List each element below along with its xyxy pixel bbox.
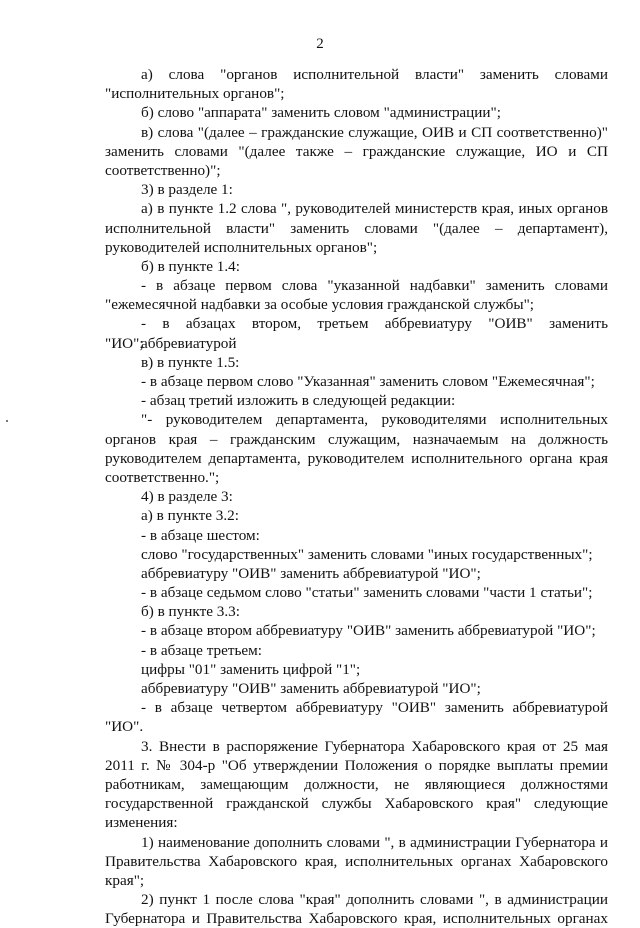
text-line: аббревиатуру "ОИВ" заменить аббревиатурой "ИО"; bbox=[141, 680, 481, 697]
text-line: а) в пункте 1.2 слова ", руководителей министерств края, иных органов bbox=[141, 200, 608, 218]
text-line: "исполнительных органов"; bbox=[105, 85, 285, 103]
text-line: соответственно)"; bbox=[105, 161, 221, 179]
text-line: - в абзаце седьмом слово "статьи" заменить словами "части 1 статьи"; bbox=[141, 584, 593, 602]
document-body bbox=[105, 65, 608, 928]
text-line: заменить словами "(далее также – гражданские служащие, ИО и СП bbox=[105, 142, 608, 160]
text-line: руководителей исполнительных органов"; bbox=[105, 238, 378, 256]
text-line: "- руководителем департамента, руководителями исполнительных bbox=[141, 411, 608, 429]
text-line: государственной гражданской службы Хабаровского края" следующие bbox=[105, 795, 608, 813]
text-line: аббревиатуру "ОИВ" заменить аббревиатурой "ИО"; bbox=[141, 564, 481, 582]
text-line: 3. Внести в распоряжение Губернатора Хабаровского края от 25 мая bbox=[141, 737, 608, 755]
text-line: б) в пункте 1.4: bbox=[141, 257, 240, 275]
text-line: органов края – гражданским служащим, назначаемым на должность bbox=[105, 430, 608, 448]
text-line: слово "государственных" заменить словами "иных государственных"; bbox=[141, 545, 593, 563]
text-line: - в абзаце третьем: bbox=[141, 641, 262, 659]
text-line: - в абзаце первом слово "Указанная" заменить словом "Ежемесячная"; bbox=[141, 373, 595, 390]
text-line: "ИО"; bbox=[105, 334, 144, 352]
page-number: 2 bbox=[316, 36, 324, 52]
text-line: "ИО". bbox=[105, 718, 144, 736]
text-line: 3) в разделе 1: bbox=[141, 181, 233, 199]
text-line: работникам, замещающим должности, не являющиеся должностями bbox=[105, 775, 608, 793]
text-line: цифры "01" заменить цифрой "1"; bbox=[141, 660, 361, 678]
text-line: "ежемесячной надбавки за особые условия гражданской службы"; bbox=[105, 296, 535, 314]
text-line: - в абзаце четвертом аббревиатуру "ОИВ" заменить аббревиатурой bbox=[141, 699, 608, 717]
text-line: в) слова "(далее – гражданские служащие, ОИВ и СП соответственно)" bbox=[141, 123, 608, 141]
text-line: - в абзацах втором, третьем аббревиатуру "ОИВ" заменить аббревиатурой bbox=[141, 315, 608, 352]
text-line: в) в пункте 1.5: bbox=[141, 353, 240, 371]
scan-speck bbox=[6, 420, 8, 422]
text-line: Губернатора и Правительства Хабаровского края, исполнительных органах bbox=[105, 910, 608, 928]
text-line: - абзац третий изложить в следующей редакции: bbox=[141, 392, 456, 410]
text-line: соответственно."; bbox=[105, 468, 220, 486]
text-line: - в абзаце втором аббревиатуру "ОИВ" заменить аббревиатурой "ИО"; bbox=[141, 622, 596, 640]
text-line: - в абзаце шестом: bbox=[141, 526, 260, 544]
text-line: а) в пункте 3.2: bbox=[141, 507, 239, 525]
text-line: 2011 г. № 304-р "Об утверждении Положения о порядке выплаты премии bbox=[105, 756, 608, 774]
text-line: а) слова "органов исполнительной власти" заменить словами bbox=[141, 66, 608, 83]
text-line: - в абзаце первом слова "указанной надбавки" заменить словами bbox=[141, 277, 608, 295]
text-line: руководителем департамента, руководителем исполнительного органа края bbox=[105, 449, 608, 467]
text-line: б) слово "аппарата" заменить словом "администрации"; bbox=[141, 104, 501, 122]
text-line: 1) наименование дополнить словами ", в администрации Губернатора и bbox=[141, 833, 608, 851]
text-line: 2) пункт 1 после слова "края" дополнить словами ", в администрации bbox=[141, 891, 608, 909]
text-line: Правительства Хабаровского края, исполнительных органах Хабаровского bbox=[105, 852, 608, 870]
text-line: 4) в разделе 3: bbox=[141, 488, 233, 506]
text-line: края"; bbox=[105, 871, 145, 889]
text-line: исполнительной власти" заменить словами "(далее – департамент), bbox=[105, 219, 608, 237]
text-line: изменения: bbox=[105, 814, 178, 832]
text-line: б) в пункте 3.3: bbox=[141, 603, 240, 621]
